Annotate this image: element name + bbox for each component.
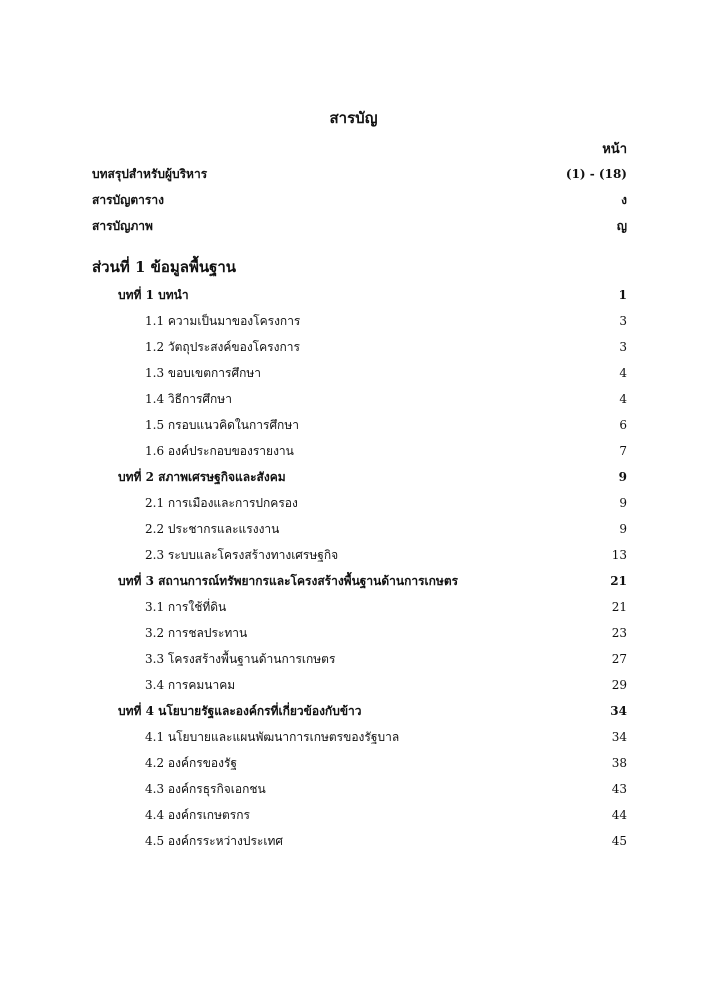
- toc-item[interactable]: [145, 624, 627, 644]
- toc-entry-label: 2.2 ประชากรและแรงงาน: [145, 522, 280, 536]
- toc-item[interactable]: [145, 390, 627, 410]
- toc-entry-page: 13: [611, 548, 627, 562]
- toc-chapter-1[interactable]: [118, 286, 627, 306]
- toc-entry-page: 34: [611, 730, 627, 744]
- toc-entry-page: 3: [619, 340, 627, 354]
- toc-item[interactable]: [145, 546, 627, 566]
- toc-entry-page: 44: [611, 808, 627, 822]
- toc-chapter-3[interactable]: [118, 572, 627, 592]
- toc-entry-label: บทที่ 1 บทนำ: [118, 288, 189, 302]
- toc-entry-label: บทที่ 4 นโยบายรัฐและองค์กรที่เกี่ยวข้องกับข้าว: [118, 704, 362, 718]
- page-title: สารบัญ: [329, 109, 378, 127]
- toc-entry-page: 27: [611, 652, 627, 666]
- toc-entry-page: ญ: [616, 219, 627, 233]
- toc-entry-page: 4: [619, 366, 627, 380]
- toc-entry-label: สารบัญตาราง: [92, 193, 164, 207]
- toc-entry-label: 3.4 การคมนาคม: [145, 678, 236, 692]
- toc-entry-page: 45: [611, 834, 627, 848]
- toc-entry-label: บทที่ 2 สภาพเศรษฐกิจและสังคม: [118, 470, 286, 484]
- toc-item[interactable]: [145, 676, 627, 696]
- toc-entry-page: 1: [618, 288, 627, 302]
- toc-entry-page: 34: [610, 704, 627, 718]
- toc-entry-label: บทสรุปสำหรับผู้บริหาร: [92, 167, 208, 181]
- toc-item[interactable]: [145, 416, 627, 436]
- toc-item[interactable]: [145, 338, 627, 358]
- toc-entry-page: 38: [611, 756, 627, 770]
- toc-entry-label: 3.2 การชลประทาน: [145, 626, 248, 640]
- toc-item[interactable]: [145, 780, 627, 800]
- toc-item[interactable]: [145, 364, 627, 384]
- toc-entry-label: 2.1 การเมืองและการปกครอง: [145, 496, 298, 510]
- toc-item[interactable]: [145, 442, 627, 462]
- toc-item[interactable]: [145, 832, 627, 852]
- toc-entry-label: 1.1 ความเป็นมาของโครงการ: [145, 314, 301, 328]
- toc-item[interactable]: [145, 650, 627, 670]
- toc-entry-page: (1) - (18): [565, 167, 627, 181]
- toc-entry-label: บทที่ 3 สถานการณ์ทรัพยากรและโครงสร้างพื้นฐานด้านการเกษตร: [118, 574, 459, 588]
- toc-entry-label: 3.3 โครงสร้างพื้นฐานด้านการเกษตร: [145, 652, 336, 666]
- toc-entry-page: 4: [619, 392, 627, 406]
- toc-entry-page: 9: [619, 522, 627, 536]
- toc-entry-page: 6: [619, 418, 627, 432]
- toc-entry-label: 1.3 ขอบเขตการศึกษา: [145, 366, 262, 380]
- toc-entry-page: 3: [619, 314, 627, 328]
- toc-entry-label: 4.5 องค์กรระหว่างประเทศ: [145, 834, 283, 848]
- toc-entry-executive-summary[interactable]: [92, 165, 627, 185]
- toc-item[interactable]: [145, 312, 627, 332]
- toc-entry-label: 4.4 องค์กรเกษตรกร: [145, 808, 250, 822]
- toc-entry-label: 4.3 องค์กรธุรกิจเอกชน: [145, 782, 266, 796]
- toc-item[interactable]: [145, 728, 627, 748]
- toc-entry-label: 2.3 ระบบและโครงสร้างทางเศรษฐกิจ: [145, 548, 339, 562]
- toc-entry-label: 4.2 องค์กรของรัฐ: [145, 756, 238, 770]
- toc-chapter-2[interactable]: [118, 468, 627, 488]
- toc-entry-page: 9: [619, 496, 627, 510]
- toc-entry-page: 7: [619, 444, 627, 458]
- toc-item[interactable]: [145, 520, 627, 540]
- toc-entry-label: 3.1 การใช้ที่ดิน: [145, 600, 227, 614]
- part-heading: ส่วนที่ 1 ข้อมูลพื้นฐาน: [92, 258, 237, 276]
- toc-entry-page: 21: [610, 574, 627, 588]
- toc-entry-label: สารบัญภาพ: [92, 219, 153, 233]
- toc-entry-page: 21: [611, 600, 627, 614]
- toc-entry-label: 1.6 องค์ประกอบของรายงาน: [145, 444, 294, 458]
- toc-entry-list-of-figures[interactable]: [92, 217, 627, 237]
- toc-entry-label: 1.2 วัตถุประสงค์ของโครงการ: [145, 340, 300, 354]
- toc-entry-page: 43: [611, 782, 627, 796]
- toc-item[interactable]: [145, 806, 627, 826]
- toc-entry-page: ง: [621, 193, 627, 207]
- toc-entry-list-of-tables[interactable]: [92, 191, 627, 211]
- toc-entry-label: 1.4 วิธีการศึกษา: [145, 392, 232, 406]
- toc-item[interactable]: [145, 598, 627, 618]
- toc-item[interactable]: [145, 494, 627, 514]
- toc-entry-page: 29: [611, 678, 627, 692]
- toc-item[interactable]: [145, 754, 627, 774]
- toc-entry-page: 23: [611, 626, 627, 640]
- page-column-header: หน้า: [602, 142, 627, 157]
- toc-entry-page: 9: [618, 470, 627, 484]
- toc-chapter-4[interactable]: [118, 702, 627, 722]
- toc-entry-label: 1.5 กรอบแนวคิดในการศึกษา: [145, 418, 299, 432]
- toc-entry-label: 4.1 นโยบายและแผนพัฒนาการเกษตรของรัฐบาล: [145, 730, 400, 744]
